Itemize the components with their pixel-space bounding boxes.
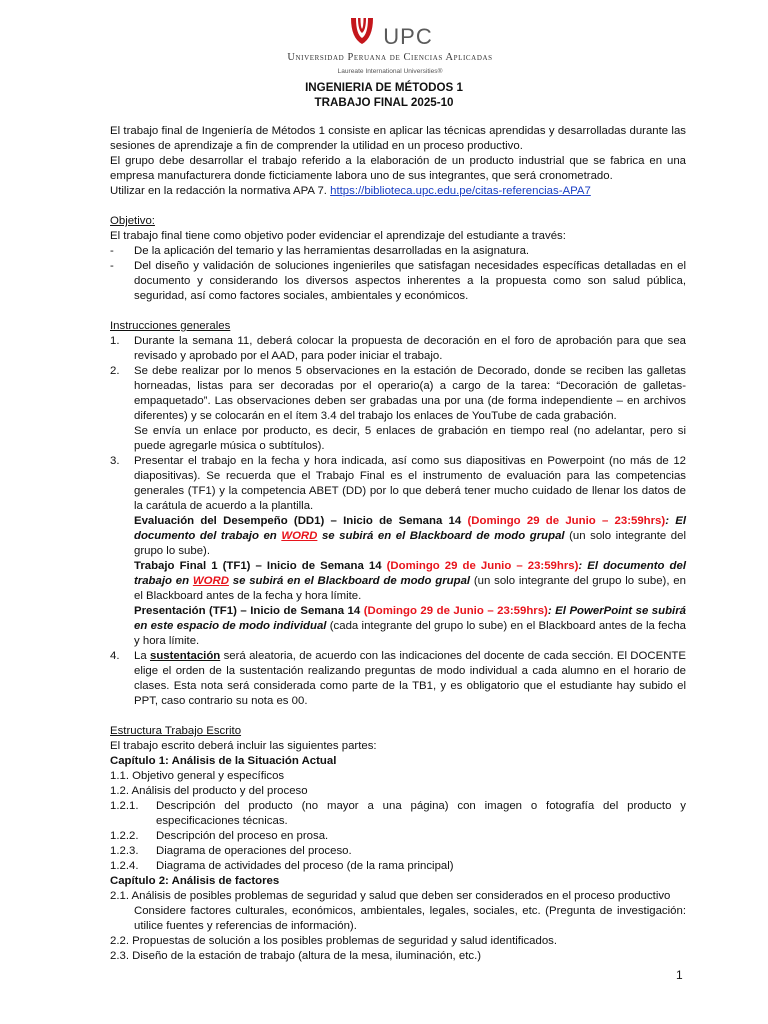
list-item: 1. Durante la semana 11, deberá colocar la propuesta de decoración en el foro de aprobación para que sea revisado y aprobado por el AAD, para poder iniciar el trabajo.	[110, 335, 686, 362]
chapter-1-heading: Capítulo 1: Análisis de la Situación Actual	[110, 755, 337, 767]
estructura-heading: Estructura Trabajo Escrito	[110, 725, 242, 737]
toc-item: 2.3. Diseño de la estación de trabajo (altura de la mesa, iluminación, etc.)	[110, 950, 482, 962]
instruction-note: Se envía un enlace por producto, es decir, 5 enlaces de grabación en tiempo real (no adelantar, pero si puede agregarle música o subtítulos).	[134, 425, 686, 452]
deadline-presentacion: Presentación (TF1) – Inicio de Semana 14 (Domingo 29 de Junio – 23:59hrs): El PowerPoint se subirá en este espacio de modo individual (cada integrante del grupo lo sube) en el Blackboard antes de la fecha y hora límite.	[134, 605, 686, 647]
apa-text: Utilizar en la redacción la normativa APA 7.	[110, 185, 331, 197]
list-item: 2. Se debe realizar por lo menos 5 observaciones en la estación de Decorado, donde se reciben las galletas horneadas, listas para ser decoradas por el operario(a) a cargo de la tarea: “Decoración de galletas-empaquetado”. Las observaciones deben ser grabadas una por una (de forma independiente – en archivos diferentes) y se colocarán en el ítem 3.4 del trabajo los enlaces de YouTube de cada grabación.	[110, 365, 686, 422]
document-body	[110, 124, 686, 964]
intro-paragraph-2: El grupo debe desarrollar el trabajo referido a la elaboración de un producto industrial que se fabrica en una empresa manufacturera donde ficticiamente labora uno de sus integrantes, que será cronometrado.	[110, 155, 686, 182]
upc-emblem-icon	[347, 14, 377, 48]
toc-item-note: Considere factores culturales, económicos, ambientales, legales, sociales, etc. (Pregunta de investigación: utilice fuentes y referencias de información).	[134, 905, 686, 932]
logo-wordmark: UPC	[383, 24, 433, 49]
estructura-lead: El trabajo escrito deberá incluir las siguientes partes:	[110, 740, 377, 752]
intro-paragraph-3	[110, 184, 686, 199]
list-item: 3. Presentar el trabajo en la fecha y hora indicada, así como sus diapositivas en Powerpoint (no más de 12 diapositivas). Se recuerda que el Trabajo Final es el instrumento de evaluación para las competencias generales (TF1) y la competencia ABET (DD) por lo que deberá tener mucho cuidado de llenar los datos de la carátula de acuerdo a la plantilla.	[110, 455, 686, 512]
chapter-2-heading: Capítulo 2: Análisis de factores	[110, 875, 280, 887]
toc-item: 1.2.2. Descripción del proceso en prosa.	[110, 830, 329, 842]
university-name: Universidad Peruana de Ciencias Aplicadas	[287, 52, 493, 63]
page-number: 1	[676, 968, 683, 982]
apa-link[interactable]: https://biblioteca.upc.edu.pe/citas-referencias-APA7	[330, 185, 591, 197]
toc-item: 2.2. Propuestas de solución a los posibles problemas de seguridad y salud identificados.	[110, 935, 558, 947]
intro-paragraph-1: El trabajo final de Ingeniería de Métodos 1 consiste en aplicar las técnicas aprendidas y desarrolladas durante las sesiones de aprendizaje a fin de comprender la utilidad en un proceso productivo.	[110, 125, 686, 152]
list-item: - De la aplicación del temario y las herramientas desarrolladas en la asignatura.	[110, 245, 530, 257]
bullet-marker: -	[110, 260, 114, 272]
list-item: 4. La sustentación será aleatoria, de acuerdo con las indicaciones del docente de cada sección. El DOCENTE elige el orden de la sustentación realizando preguntas de modo individual a cada alumno en el horario de clases. Esta nota será considerada como parte de la TB1, y es obligatorio que el estudiante hay subido el PPT, caso contrario su nota es 00.	[110, 650, 686, 707]
toc-item: 1.2.4. Diagrama de actividades del proceso (de la rama principal)	[110, 860, 454, 872]
toc-item: 1.2.1. Descripción del producto (no mayor a una página) con imagen o fotografía del producto y especificaciones técnicas.	[110, 800, 686, 827]
objetivo-heading: Objetivo:	[110, 215, 155, 227]
document-subtitle: TRABAJO FINAL 2025-10	[314, 96, 454, 109]
toc-item: 1.1. Objetivo general y específicos	[110, 770, 285, 782]
toc-item: 1.2.3. Diagrama de operaciones del proceso.	[110, 845, 352, 857]
deadline-dd1: Evaluación del Desempeño (DD1) – Inicio de Semana 14 (Domingo 29 de Junio – 23:59hrs): El documento del trabajo en WORD se subirá en el Blackboard de modo grupal (un solo integrante del grupo lo sube).	[134, 515, 686, 557]
toc-item: 1.2. Análisis del producto y del proceso	[110, 785, 308, 797]
laureate-tagline: Laureate International Universities®	[337, 68, 443, 75]
bullet-marker: -	[110, 245, 114, 257]
objetivo-lead: El trabajo final tiene como objetivo poder evidenciar el aprendizaje del estudiante a través:	[110, 230, 566, 242]
document-title: INGENIERIA DE MÉTODOS 1	[305, 81, 463, 94]
list-item: - Del diseño y validación de soluciones ingenieriles que satisfagan necesidades específicas detalladas en el documento y considerando los diversos aspectos inherentes a la propuesta como son salud pública, seguridad, así como factores sociales, ambientales y económicos.	[110, 260, 686, 302]
deadline-tf1: Trabajo Final 1 (TF1) – Inicio de Semana 14 (Domingo 29 de Junio – 23:59hrs): El documento del trabajo en WORD se subirá en el Blackboard de modo grupal (un solo integrante del grupo lo sube), en el Blackboard antes de la fecha y hora límite.	[134, 560, 686, 602]
toc-item: 2.1. Análisis de posibles problemas de seguridad y salud que deben ser considerados en el proceso productivo	[110, 890, 671, 902]
upc-logo	[270, 14, 510, 76]
instrucciones-heading: Instrucciones generales	[110, 320, 231, 332]
